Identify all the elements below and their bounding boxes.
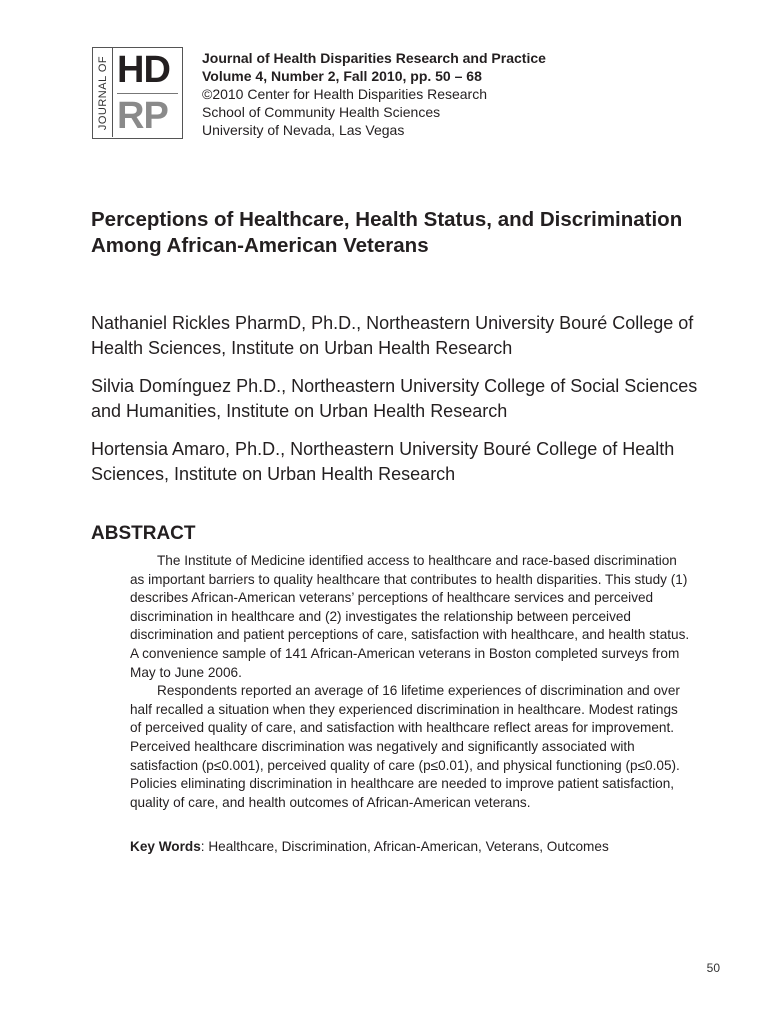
page-number: 50: [706, 961, 720, 975]
logo-side-text: JOURNAL OF: [96, 55, 109, 130]
abstract-paragraph-1: The Institute of Medicine identified access to healthcare and race-based discrimination as important barriers to quality healthcare that contributes to health disparities. This study (1) describes African-American veterans’ perceptions of healthcare services and perceived discrimination in healthcare and (2) investigates the relationship between perceived discrimination and patient perceptions of care, satisfaction with healthcare, and health status. A convenience sample of 141 African-American veterans in Boston completed surveys from May to June 2006.: [130, 553, 690, 680]
author-3: Hortensia Amaro, Ph.D., Northeastern University Bouré College of Health Sciences, Institute on Urban Health Research: [91, 439, 675, 484]
journal-volume: Volume 4, Number 2, Fall 2010, pp. 50 – 68: [202, 68, 482, 84]
logo-rp-letters: RP: [117, 95, 168, 137]
article-title: Perceptions of Healthcare, Health Status, and Discrimination Among African-American Veterans: [91, 208, 683, 257]
journal-logo: [92, 47, 183, 139]
logo-divider: [117, 93, 178, 94]
journal-university: University of Nevada, Las Vegas: [202, 122, 405, 138]
abstract-heading: ABSTRACT: [91, 523, 196, 544]
journal-info: [202, 49, 546, 139]
logo-hd-letters: HD: [117, 49, 170, 91]
keywords: [130, 838, 690, 857]
keywords-text: : Healthcare, Discrimination, African-American, Veterans, Outcomes: [200, 839, 609, 854]
keywords-label: Key Words: [130, 839, 201, 854]
journal-name: Journal of Health Disparities Research and Practice: [202, 50, 546, 66]
abstract-paragraph-2: Respondents reported an average of 16 lifetime experiences of discrimination and over half recalled a situation when they experienced discrimination in healthcare. Modest ratings of perceived quality of care, and satisfaction with healthcare reflect areas for improvement. Perceived healthcare discrimination was negatively and significantly associated with satisfaction (p≤0.001), perceived quality of care (p≤0.01), and physical functioning (p≤0.05). Policies eliminating discrimination in healthcare are needed to improve patient satisfaction, quality of care, and health outcomes of African-American veterans.: [130, 683, 680, 810]
logo-side-panel: [93, 48, 113, 137]
author-1: Nathaniel Rickles PharmD, Ph.D., Northeastern University Bouré College of Health Sciences, Institute on Urban Health Research: [91, 313, 694, 358]
author-2: Silvia Domínguez Ph.D., Northeastern University College of Social Sciences and Humanities, Institute on Urban Health Research: [91, 376, 698, 421]
author-list: [91, 311, 731, 500]
journal-copyright: ©2010 Center for Health Disparities Research: [202, 86, 488, 102]
abstract-body: [130, 552, 690, 812]
journal-school: School of Community Health Sciences: [202, 104, 441, 120]
